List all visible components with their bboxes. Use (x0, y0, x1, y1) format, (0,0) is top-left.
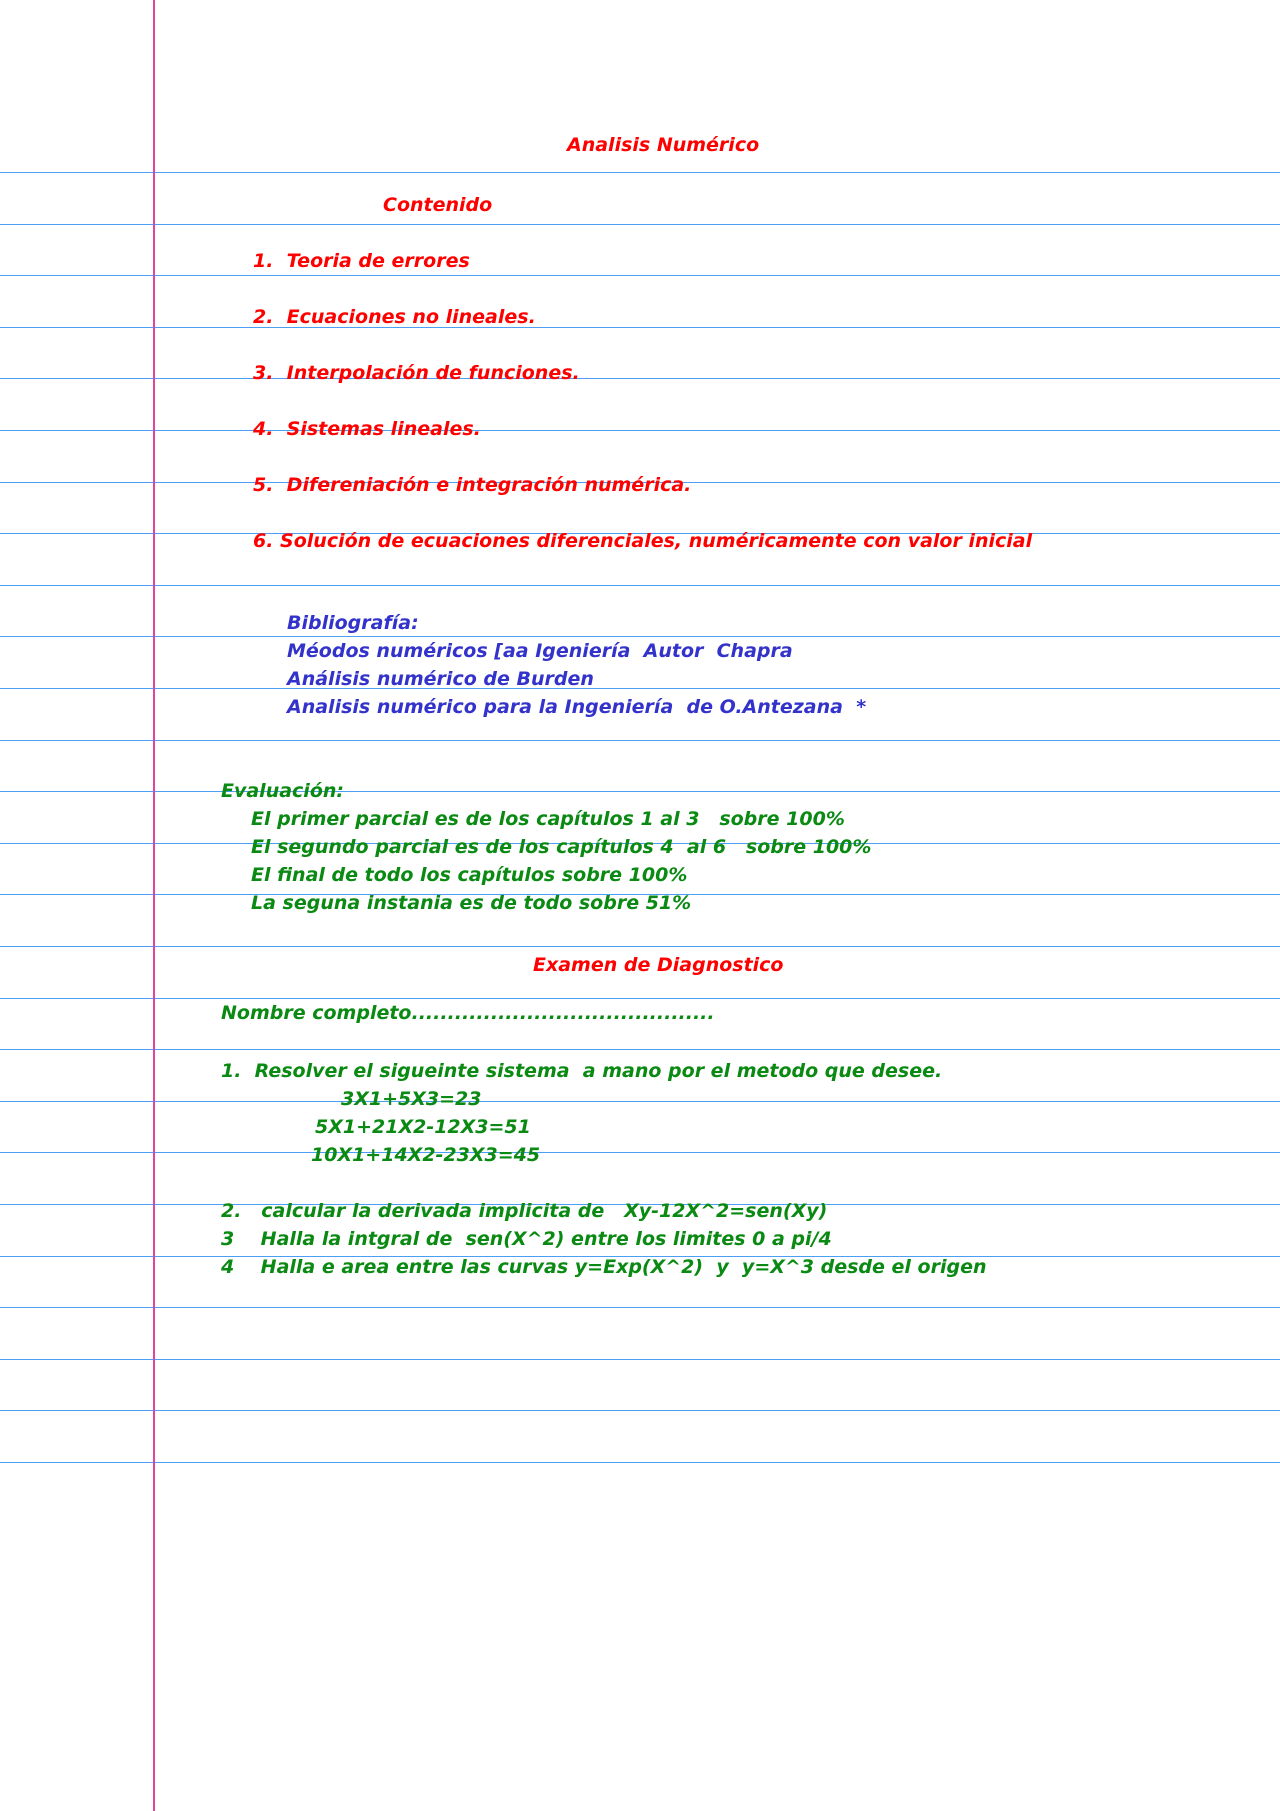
exam-question: 1. Resolver el sigueinte sistema a mano por el metodo que desee. (221, 1060, 943, 1082)
exam-question: 2. calcular la derivada implicita de Xy-12X^2=sen(Xy) (221, 1200, 828, 1222)
rule-line (0, 275, 1280, 276)
rule-line (0, 430, 1280, 431)
name-line: Nombre completo.......................................... (221, 1002, 715, 1024)
margin-line (153, 0, 155, 1811)
evaluation-item: El final de todo los capítulos sobre 100% (251, 864, 688, 886)
contents-item: 4. Sistemas lineales. (253, 418, 481, 440)
rule-line (0, 1359, 1280, 1360)
rule-line (0, 1410, 1280, 1411)
rule-line (0, 998, 1280, 999)
contents-item: 3. Interpolación de funciones. (253, 362, 580, 384)
bibliography-item: Análisis numérico de Burden (287, 668, 594, 690)
equation: 3X1+5X3=23 (341, 1088, 482, 1110)
rule-line (0, 172, 1280, 173)
exam-question: 4 Halla e area entre las curvas y=Exp(X^2) y y=X^3 desde el origen (221, 1256, 987, 1278)
rule-line (0, 688, 1280, 689)
rule-line (0, 636, 1280, 637)
rule-line (0, 327, 1280, 328)
contents-heading: Contenido (383, 194, 493, 216)
evaluation-item: El segundo parcial es de los capítulos 4 al 6 sobre 100% (251, 836, 872, 858)
equation: 10X1+14X2-23X3=45 (311, 1144, 541, 1166)
rule-line (0, 378, 1280, 379)
rule-line (0, 1049, 1280, 1050)
contents-item: 5. Difereniación e integración numérica. (253, 474, 692, 496)
evaluation-heading: Evaluación: (221, 780, 344, 802)
rule-line (0, 1462, 1280, 1463)
contents-item: 1. Teoria de errores (253, 250, 470, 272)
rule-line (0, 791, 1280, 792)
equation: 5X1+21X2-12X3=51 (315, 1116, 531, 1138)
bibliography-heading: Bibliografía: (287, 612, 419, 634)
contents-item: 6. Solución de ecuaciones diferenciales, numéricamente con valor inicial (253, 530, 1033, 552)
rule-line (0, 224, 1280, 225)
exam-question: 3 Halla la intgral de sen(X^2) entre los limites 0 a pi/4 (221, 1228, 832, 1250)
document-title: Analisis Numérico (567, 134, 760, 156)
rule-line (0, 740, 1280, 741)
bibliography-item: Méodos numéricos [aa Igeniería Autor Chapra (287, 640, 793, 662)
rule-line (0, 1307, 1280, 1308)
rule-line (0, 1152, 1280, 1153)
rule-line (0, 946, 1280, 947)
bibliography-item: Analisis numérico para la Ingeniería de O.Antezana * (287, 696, 867, 718)
contents-item: 2. Ecuaciones no lineales. (253, 306, 536, 328)
evaluation-item: El primer parcial es de los capítulos 1 al 3 sobre 100% (251, 808, 845, 830)
rule-line (0, 585, 1280, 586)
evaluation-item: La seguna instania es de todo sobre 51% (251, 892, 692, 914)
rule-line (0, 1101, 1280, 1102)
exam-title: Examen de Diagnostico (533, 954, 784, 976)
